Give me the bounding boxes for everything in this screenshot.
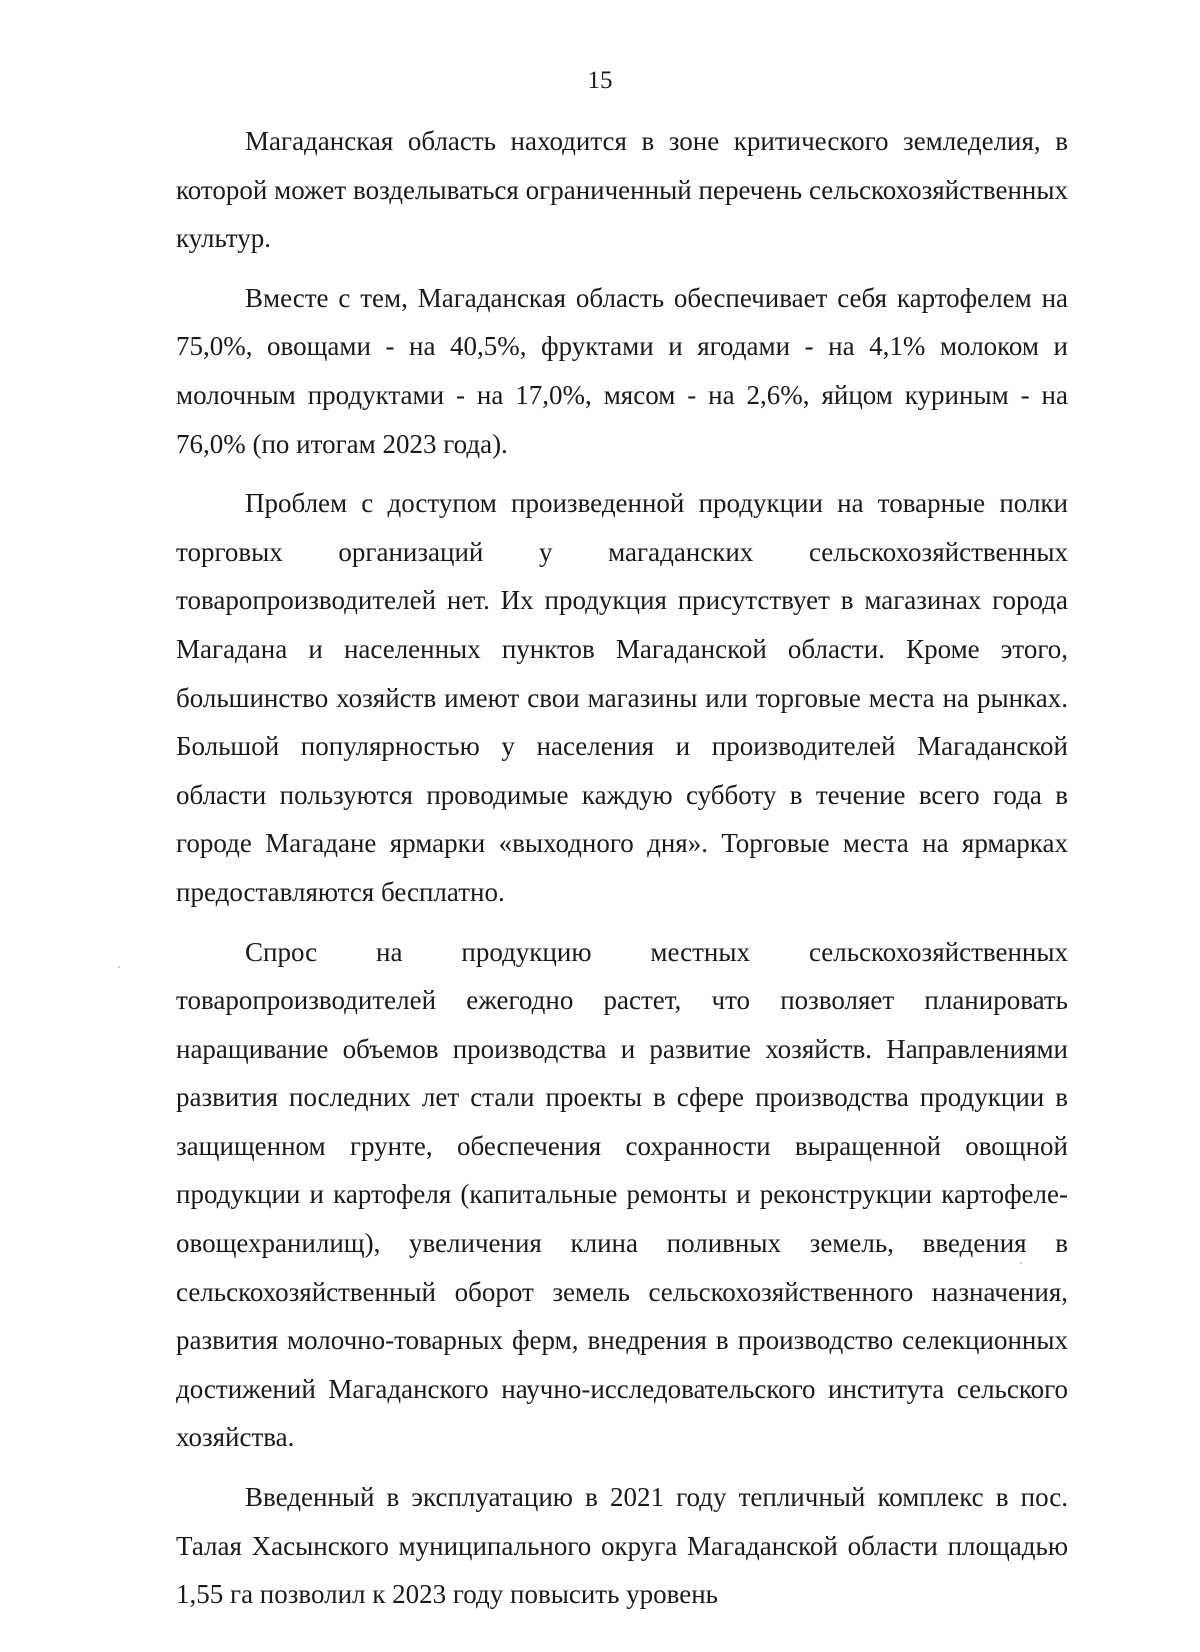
scan-speck bbox=[118, 966, 120, 968]
document-body bbox=[176, 117, 1068, 1630]
paragraph-critical-farming-zone: Магаданская область находится в зоне критического земледелия, в которой может возделываться ограниченный перечень сельскохозяйственных культур. bbox=[176, 126, 1068, 254]
paragraph-retail-access: Проблем с доступом произведенной продукции на товарные полки торговых организаций у магаданских сельскохозяйственных товаропроизводителей нет. Их продукция присутствует в магазинах города Магадана и населенных пунктов Магаданской области. Кроме этого, большинство хозяйств имеют свои магазины или торговые места на рынках. Большой популярностью у населения и производителей Магаданской области пользуются проводимые каждую субботу в течение всего года в городе Магадане ярмарки «выходного дня». Торговые места на ярмарках предоставляются бесплатно. bbox=[176, 488, 1068, 907]
paragraph-demand-growth: Спрос на продукцию местных сельскохозяйственных товаропроизводителей ежегодно растет, что позволяет планировать наращивание объемов производства и развитие хозяйств. Направлениями развития последних лет стали проекты в сфере производства продукции в защищенном грунте, обеспечения сохранности выращенной овощной продукции и картофеля (капитальные ремонты и реконструкции картофеле-овощехранилищ), увеличения клина поливных земель, введения в сельскохозяйственный оборот земель сельскохозяйственного назначения, развития молочно-товарных ферм, внедрения в производство селекционных достижений Магаданского научно-исследовательского института сельского хозяйства. bbox=[176, 936, 1068, 1453]
page-number: 15 bbox=[587, 67, 613, 94]
paragraph-greenhouse-complex: Введенный в эксплуатацию в 2021 году тепличный комплекс в пос. Талая Хасынского муниципального округа Магаданской области площадью 1,55 га позволил к 2023 году повысить уровень bbox=[176, 1482, 1068, 1610]
paragraph-self-sufficiency: Вместе с тем, Магаданская область обеспечивает себя картофелем на 75,0%, овощами - на 40,5%, фруктами и ягодами - на 4,1% молоком и молочным продуктами - на 17,0%, мясом - на 2,6%, яйцом куриным - на 76,0% (по итогам 2023 года). bbox=[176, 282, 1068, 459]
scan-speck bbox=[1020, 1262, 1022, 1264]
